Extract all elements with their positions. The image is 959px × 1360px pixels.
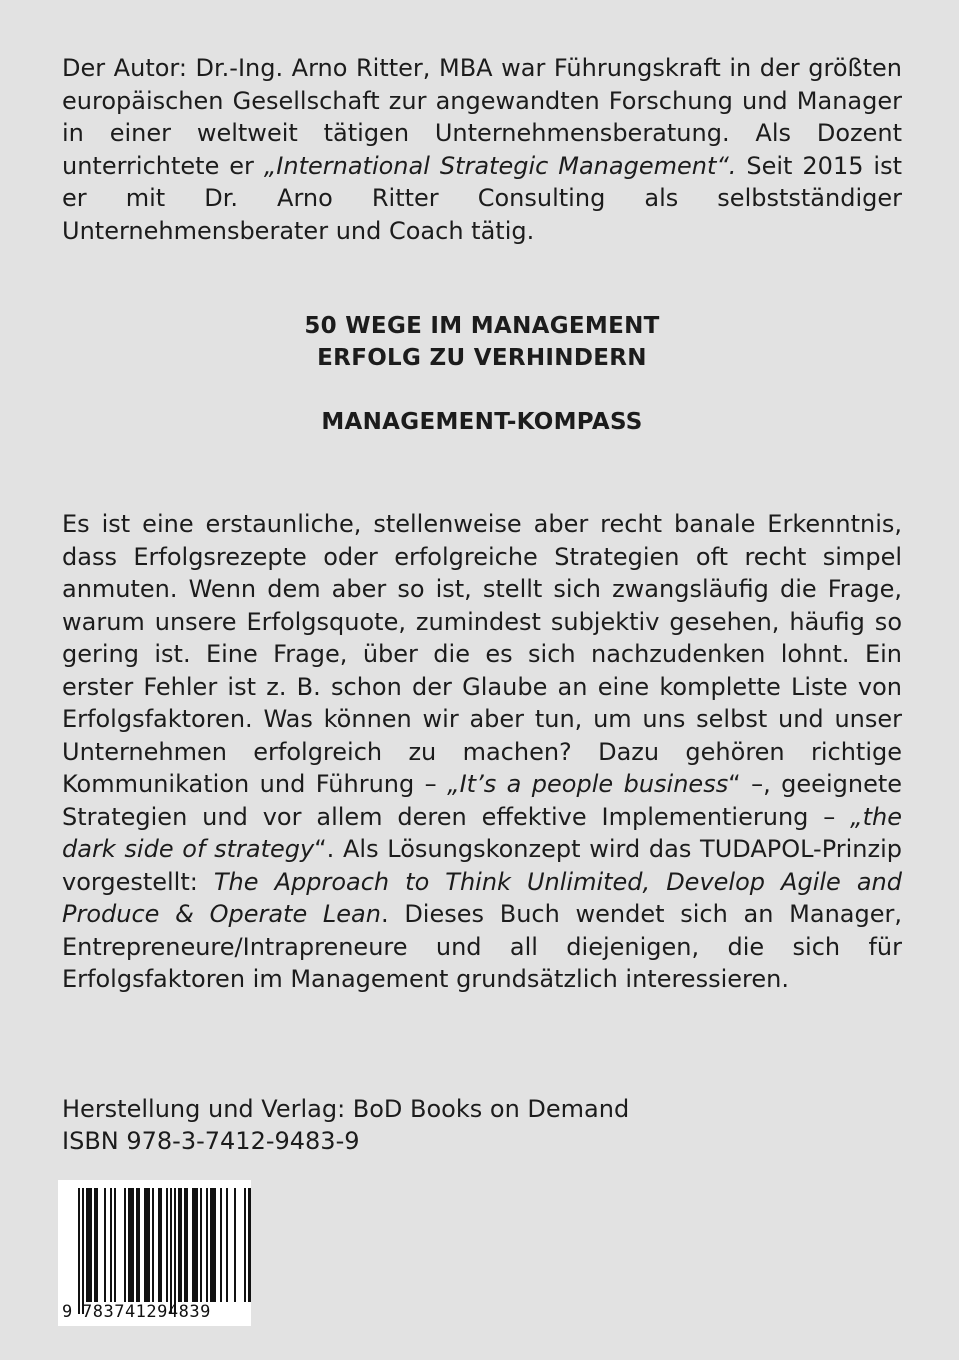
barcode-bar (146, 1188, 148, 1302)
barcode-bar (86, 1188, 88, 1302)
blurb-text-2: “ –, geeignete Strategien und vor allem deren effektive Implementierung – (62, 770, 903, 831)
barcode-bar (136, 1188, 138, 1302)
author-bio-course-title: „International Strategic Management“. (263, 151, 737, 180)
blurb-italic-2: „the dark side of strategy (62, 802, 902, 863)
barcode-bar (88, 1188, 90, 1302)
barcode-first-digit: 9 (62, 1302, 73, 1322)
author-bio-text-2: Seit 2015 ist er mit Dr. Arno Ritter Consulting als selbstständiger Unternehmensberater und Coach tätig. (62, 151, 902, 245)
barcode-bar (196, 1188, 198, 1302)
blurb-italic-3: The Approach to Think Unlimited, Develop Agile and Produce & Operate Lean (62, 867, 902, 928)
blurb-italic-1: „It’s a people business (447, 770, 729, 798)
barcode-bar (200, 1188, 202, 1302)
blurb-text-3: “. Als Lösungskonzept wird das TUDAPOL-Prinzip vorgestellt: (62, 835, 903, 896)
barcode-bar (128, 1188, 130, 1302)
barcode-bar (250, 1188, 251, 1302)
barcode-bar (186, 1188, 188, 1302)
barcode-bar (212, 1188, 214, 1302)
barcode-bar (96, 1188, 98, 1302)
barcode (58, 1180, 251, 1326)
book-title-line-1: 50 WEGE IM MANAGEMENT (304, 313, 660, 339)
barcode-bar (130, 1188, 132, 1302)
barcode-guard-bar (78, 1188, 80, 1314)
barcode-bar (220, 1188, 222, 1302)
barcode-bar (214, 1188, 216, 1302)
barcode-bar (152, 1188, 154, 1302)
barcode-bar (180, 1188, 182, 1302)
barcode-bar (114, 1188, 116, 1302)
barcode-bar (192, 1188, 194, 1302)
barcode-bar (158, 1188, 160, 1302)
barcode-bar (132, 1188, 134, 1302)
barcode-rest-digits: 783741294839 (82, 1302, 211, 1322)
barcode-bar (194, 1188, 196, 1302)
book-title-line-2: ERFOLG ZU VERHINDERN (317, 345, 647, 371)
barcode-bar (138, 1188, 140, 1302)
barcode-bar (248, 1188, 250, 1302)
barcode-bar (234, 1188, 236, 1302)
author-bio-text-1: Der Autor: Dr.-Ing. Arno Ritter, MBA war Führungskraft in der größten europäischen Gesellschaft zur angewandten Forschung und Manager in einer weltweit tätigen Unternehmensberatung. Als Dozent unterrichtete er (62, 54, 902, 180)
barcode-bar (160, 1188, 162, 1302)
barcode-bar (104, 1188, 106, 1302)
barcode-bar (184, 1188, 186, 1302)
blurb-text-1: Es ist eine erstaunliche, stellenweise aber recht banale Erkenntnis, dass Erfolgsrezepte oder erfolgreiche Strategien oft recht simpel anmuten. Wenn dem aber so ist, stellt sich zwangsläufig die Frage, warum unsere Erfolgsquote, zumindest subjektiv gesehen, häufig so gering ist. Eine Frage, über die es sich nachzudenken lohnt. Ein erster Fehler ist z. B. schon der Glaube an eine komplette Liste von Erfolgsfaktoren. Was können wir aber tun, um uns selbst und unser Unternehmen erfolgreich zu machen? Dazu gehören richtige Kommunikation und Führung – (62, 510, 902, 798)
barcode-bar (206, 1188, 208, 1302)
blurb-text-4: . Dieses Buch wendet sich an Manager, Entrepreneure/Intrapreneure und all diejenigen, die sich für Erfolgsfaktoren im Management grundsätzlich interessieren. (62, 900, 902, 993)
isbn-line: ISBN 978-3-7412-9483-9 (62, 1127, 360, 1155)
barcode-guard-bar (82, 1188, 84, 1314)
barcode-bar (226, 1188, 228, 1302)
barcode-guard-bar (174, 1188, 176, 1314)
barcode-bar (90, 1188, 92, 1302)
barcode-bar (178, 1188, 180, 1302)
barcode-bar (244, 1188, 246, 1302)
barcode-bar (144, 1188, 146, 1302)
barcode-bar (110, 1188, 112, 1302)
barcode-bar (124, 1188, 126, 1302)
book-blurb (62, 508, 902, 996)
publisher-line: Herstellung und Verlag: BoD Books on Demand (62, 1095, 630, 1123)
barcode-guard-bar (170, 1188, 172, 1314)
book-subtitle: MANAGEMENT-KOMPASS (321, 409, 643, 435)
barcode-bar (148, 1188, 150, 1302)
barcode-bar (94, 1188, 96, 1302)
barcode-bar (166, 1188, 168, 1302)
author-bio (62, 52, 902, 247)
barcode-bar (210, 1188, 212, 1302)
